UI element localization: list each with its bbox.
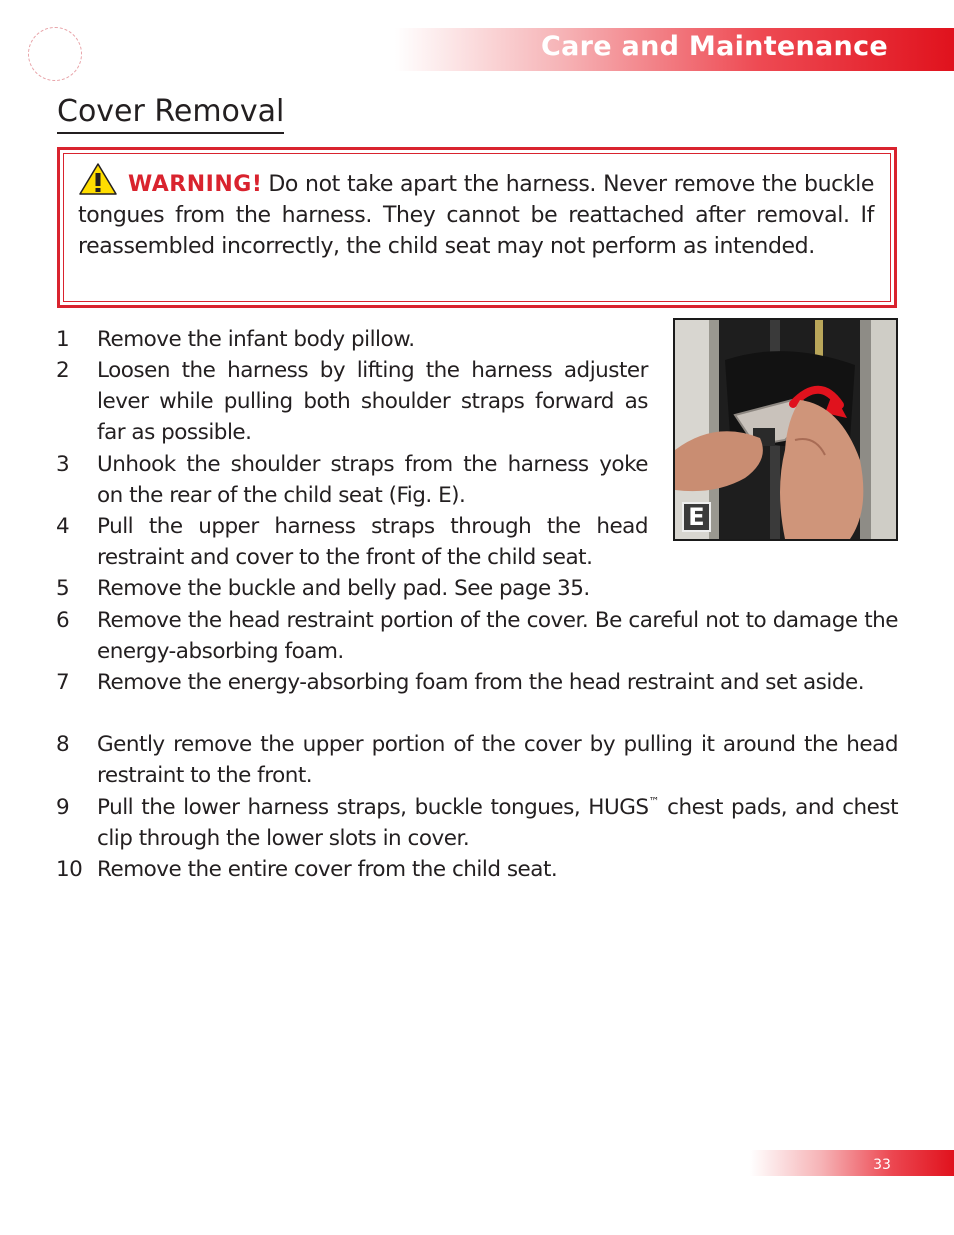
list-item (56, 792, 898, 854)
step-number: 1 (56, 327, 70, 352)
list-item (56, 511, 648, 573)
list-item (56, 355, 648, 448)
warning-text: Do not take apart the harness. Never remove the buckle tongues from the harness. They cannot be reattached after removal. If reassembled incorrectly, the child seat may not perform as intended. (78, 172, 874, 259)
warning-label: WARNING! (128, 172, 263, 197)
step-text: Remove the energy-absorbing foam from the head restraint and set aside. (97, 670, 865, 695)
step-number: 6 (56, 608, 70, 633)
step-number: 5 (56, 576, 70, 601)
list-item (56, 729, 898, 791)
step-text: Remove the head restraint portion of the cover. Be careful not to damage the energy-absorbing foam. (97, 608, 898, 664)
figure-label: E (682, 502, 711, 532)
list-item (56, 449, 648, 511)
step-number: 8 (56, 732, 70, 757)
page-title: Cover Removal (57, 92, 284, 134)
step-number: 3 (56, 452, 70, 477)
step-text-part: chest pads, and chest clip through the lower slots in cover. (97, 795, 898, 851)
step-number: 2 (56, 358, 70, 383)
step-text: Loosen the harness by lifting the harness adjuster lever while pulling both shoulder straps forward as far as possible. (97, 358, 648, 445)
step-number: 10 (56, 857, 83, 882)
trademark-symbol: ™ (648, 795, 660, 808)
step-text-part: Pull the lower harness straps, buckle tongues, HUGS (97, 795, 649, 820)
list-item (56, 605, 898, 667)
step-number: 4 (56, 514, 70, 539)
list-item (56, 854, 898, 885)
step-number: 9 (56, 795, 70, 820)
footer-band (750, 1150, 954, 1176)
step-text: Remove the entire cover from the child seat. (97, 857, 558, 882)
step-text: Unhook the shoulder straps from the harness yoke on the rear of the child seat (Fig. E). (97, 452, 648, 508)
step-text: Gently remove the upper portion of the cover by pulling it around the head restraint to the front. (97, 732, 898, 788)
list-item (56, 573, 898, 604)
step-text: Remove the buckle and belly pad. See page 35. (97, 576, 590, 601)
step-text (97, 792, 898, 854)
section-title: Care and Maintenance (541, 31, 888, 62)
step-number: 7 (56, 670, 70, 695)
list-item (56, 667, 898, 698)
page-number: 33 (873, 1157, 891, 1173)
list-item (56, 324, 648, 355)
step-text: Pull the upper harness straps through the head restraint and cover to the front of the child seat. (97, 514, 648, 570)
step-text: Remove the infant body pillow. (97, 327, 415, 352)
